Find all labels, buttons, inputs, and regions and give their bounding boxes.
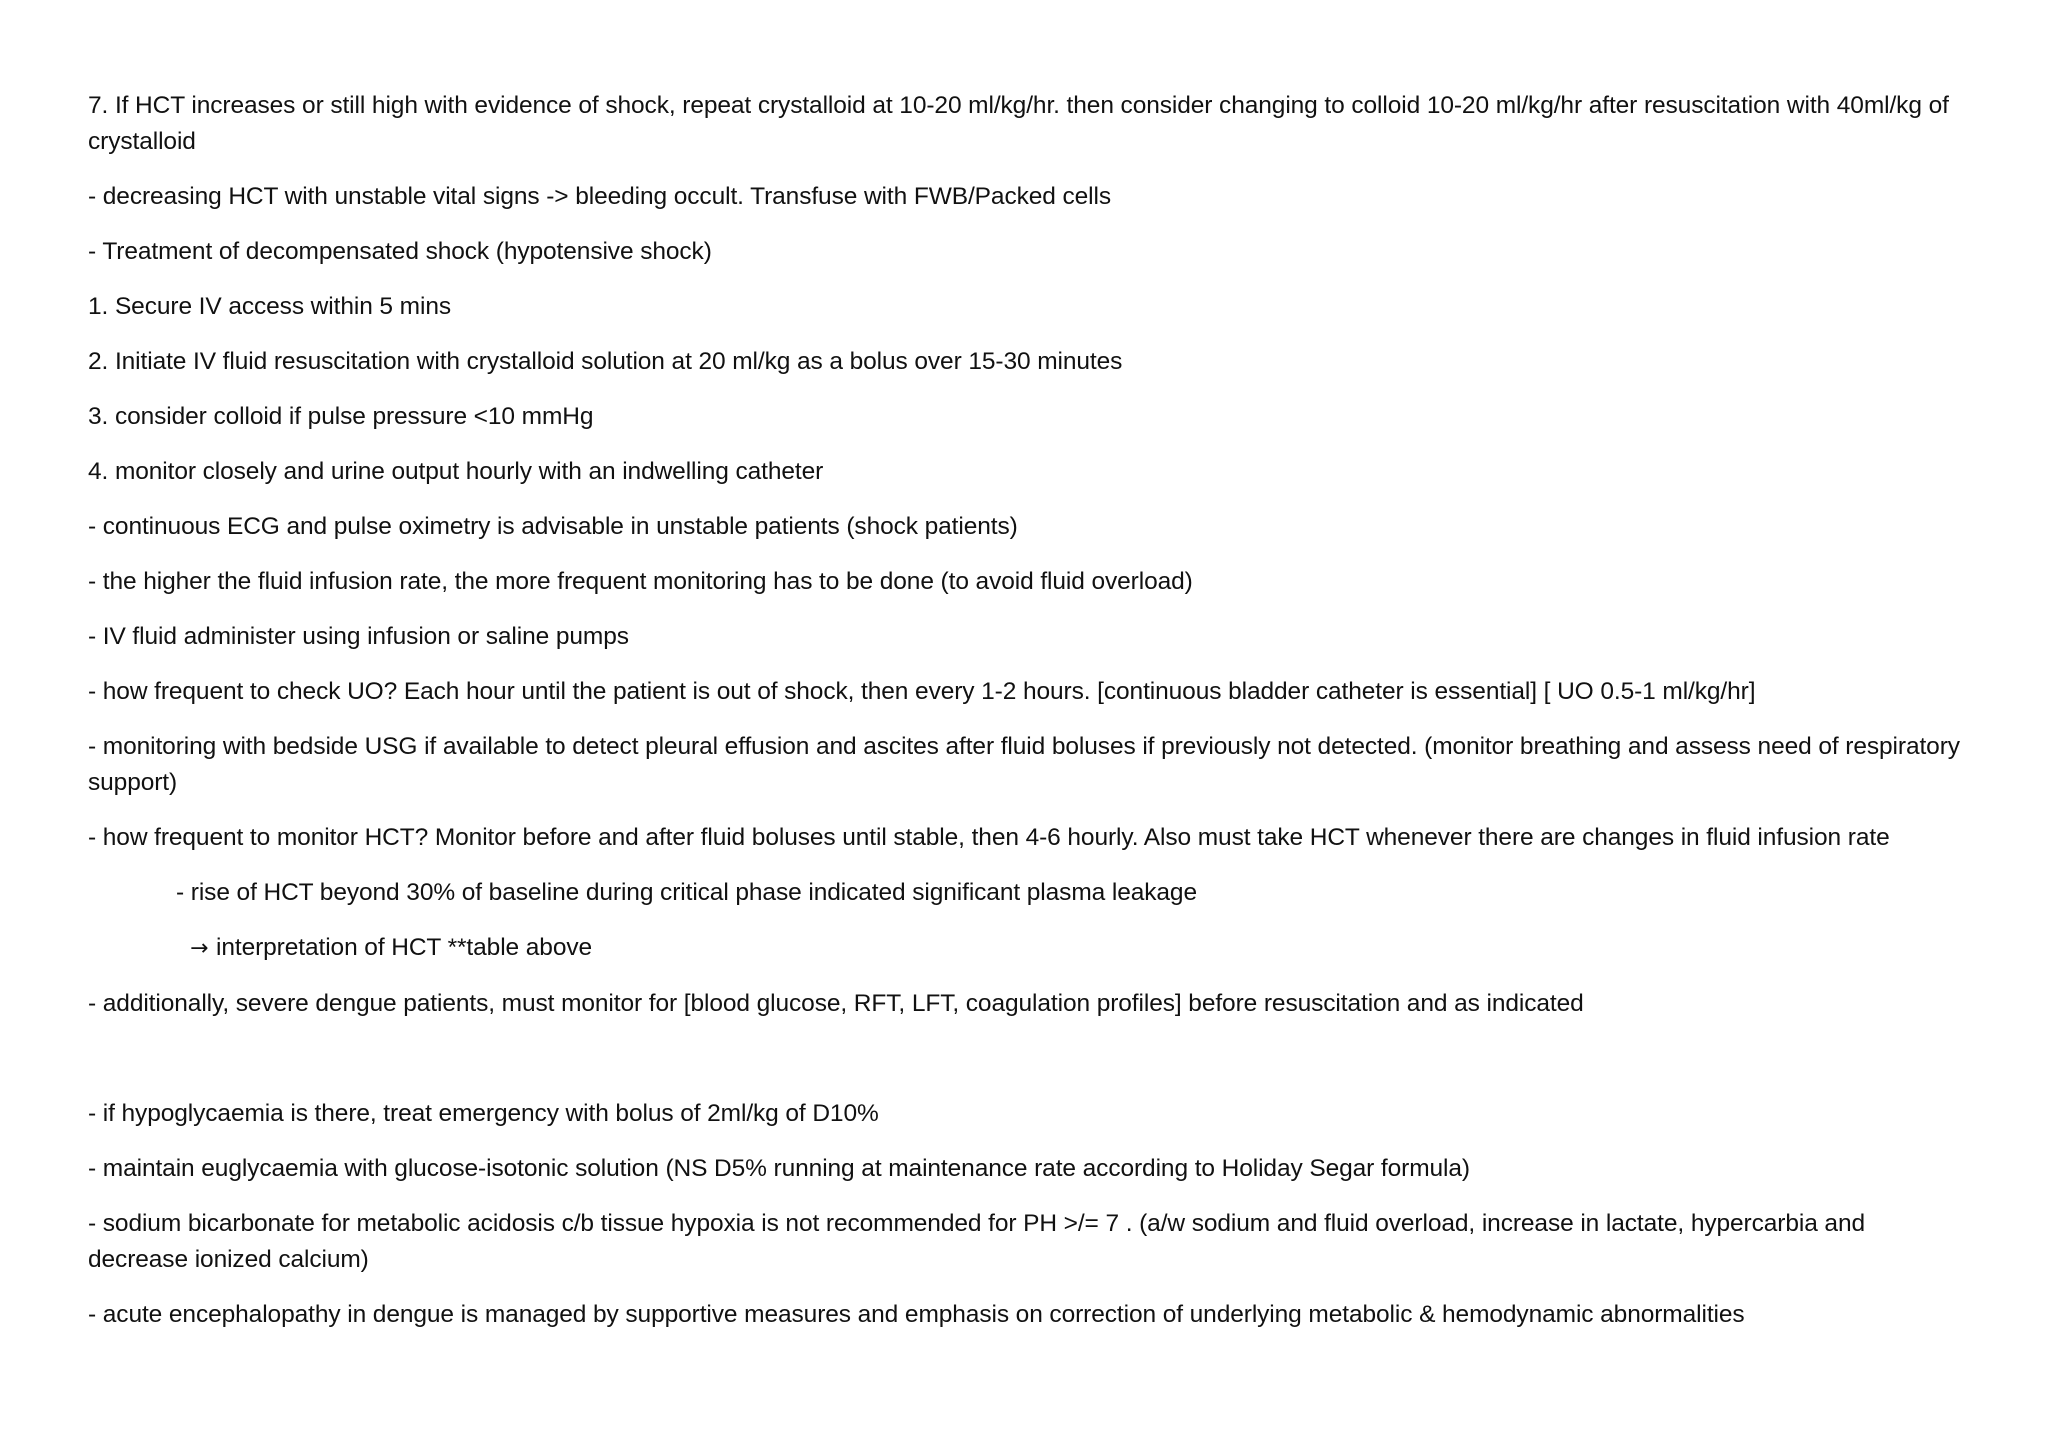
text-line: - sodium bicarbonate for metabolic acidosis c/b tissue hypoxia is not recommended for PH >/= 7 . (a/w sodium and fluid overload, increase in lactate, hypercarbia and decrease ionized calcium) [88,1210,1866,1273]
text-line: - monitoring with bedside USG if available to detect pleural effusion and ascites after fluid boluses if previously not detected. (monitor breathing and assess need of respiratory support) [88,733,1960,796]
text-line: - acute encephalopathy in dengue is managed by supportive measures and emphasis on correction of underlying metabolic & hemodynamic abnormalities [88,1301,1745,1328]
text-line: - additionally, severe dengue patients, must monitor for [blood glucose, RFT, LFT, coagulation profiles] before resuscitation and as indicated [88,990,1584,1017]
blank-line [88,1041,1988,1096]
text-line: 4. monitor closely and urine output hourly with an indwelling catheter [88,458,824,485]
text-line: - IV fluid administer using infusion or saline pumps [88,623,629,650]
document-body [88,88,1988,1352]
arrow-text-line [88,930,1988,967]
text-line: - how frequent to monitor HCT? Monitor before and after fluid boluses until stable, then 4-6 hourly. Also must take HCT whenever there are changes in fluid infusion rate [88,824,1890,851]
text-line: - Treatment of decompensated shock (hypotensive shock) [88,238,712,265]
text-line: - maintain euglycaemia with glucose-isotonic solution (NS D5% running at maintenance rate according to Holiday Segar formula) [88,1155,1470,1182]
text-line: - continuous ECG and pulse oximetry is advisable in unstable patients (shock patients) [88,513,1018,540]
text-line: - decreasing HCT with unstable vital signs -> bleeding occult. Transfuse with FWB/Packed cells [88,183,1112,210]
indented-text-line: - rise of HCT beyond 30% of baseline during critical phase indicated significant plasma leakage [176,879,1197,906]
text-line: 1. Secure IV access within 5 mins [88,293,451,320]
text-line: - the higher the fluid infusion rate, the more frequent monitoring has to be done (to avoid fluid overload) [88,568,1193,595]
text-line: 3. consider colloid if pulse pressure <10 mmHg [88,403,594,430]
text-line: - how frequent to check UO? Each hour until the patient is out of shock, then every 1-2 hours. [continuous bladder catheter is essential] [ UO 0.5-1 ml/kg/hr] [88,678,1756,705]
text-line: 7. If HCT increases or still high with evidence of shock, repeat crystalloid at 10-20 ml/kg/hr. then consider changing to colloid 10-20 ml/kg/hr after resuscitation with 40ml/kg of crystalloid [88,92,1949,155]
arrow-right-icon: → [190,936,209,961]
text-line: 2. Initiate IV fluid resuscitation with crystalloid solution at 20 ml/kg as a bolus over 15-30 minutes [88,348,1123,375]
arrow-line-text: interpretation of HCT **table above [216,934,593,961]
text-line: - if hypoglycaemia is there, treat emergency with bolus of 2ml/kg of D10% [88,1100,879,1127]
